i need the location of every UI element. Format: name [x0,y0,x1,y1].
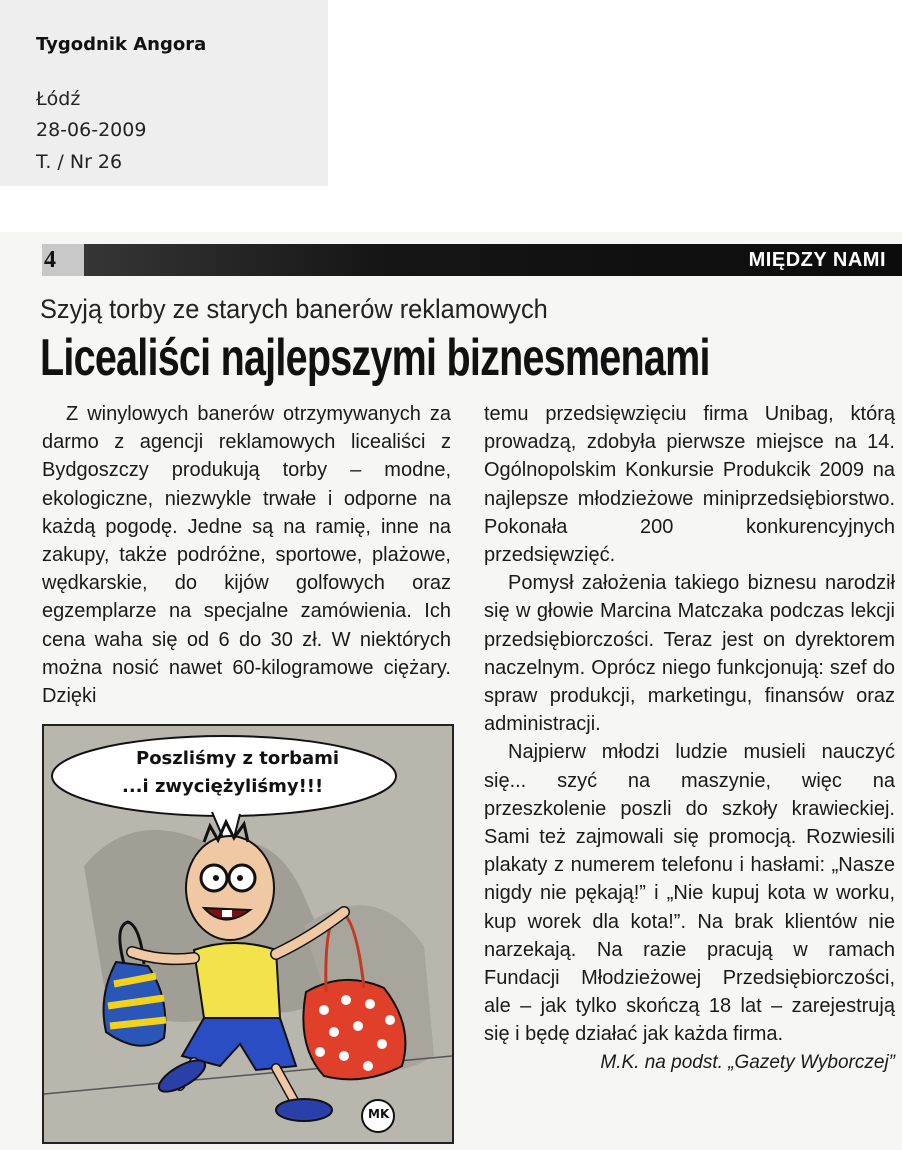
section-name: MIĘDZY NAMI [748,249,886,271]
paragraph: Pomysł założenia takiego biznesu narodził się w głowie Marcina Matczaka podczas lekcji przedsiębiorczości. Teraz jest on dyrektorem naczelnym. Oprócz niego funkcjonują: szef do spraw produkcji, marketingu, finansów oraz administracji. [484,572,895,736]
article-subtitle: Szyją torby ze starych banerów reklamowych [40,294,548,324]
paragraph: temu przedsięwzięciu firma Unibag, którą prowadzą, zdobyła pierwsze miejsce na 14. Ogólnopolskim Konkursie Produkcik 2009 na najlepsze młodzieżowe miniprzedsiębiorstwo. Pokonała 200 konkurencyjnych przedsięwzięć. [484,403,895,567]
teeth [222,910,232,917]
paragraph: Z winylowych banerów otrzymywanych za darmo z agencji reklamowych licealiści z Bydgoszczy produkują torby – modne, ekologiczne, niezwykle trwałe i odporne na każdą pogodę. Jedne są na ramię, inne na zakupy, także podróżne, sportowe, plażowe, wędkarskie, do kijów golfowych oraz egzemplarze na specjalne zamówienia. Ich cena waha się od 6 do 30 zł. W niektórych można nosić nawet 60-kilogramowe ciężary. Dzięki [42,403,451,708]
article-headline: Licealiści najlepszymi biznesmenami [40,329,710,387]
clipping-metadata-box [0,0,328,186]
polka-dot-bag [303,980,405,1079]
right-shoe [276,1099,332,1121]
publication-date: 28-06-2009 [36,119,147,141]
boy-head [186,836,274,940]
right-column [484,400,895,1077]
eye [237,875,243,881]
left-shoe [154,1054,209,1097]
page-number: 4 [44,247,56,273]
yellow-shirt [194,943,280,1023]
publication-name: Tygodnik Angora [36,34,207,55]
right-leg-skin [276,1068,296,1104]
cartoon-illustration [42,724,454,1144]
publication-city: Łódź [36,88,81,110]
left-column [42,400,451,710]
publication-issue: T. / Nr 26 [36,151,123,173]
speech-line-2: ...i zwyciężyliśmy!!! [122,776,324,797]
artist-mark: MK [368,1107,390,1121]
speech-line-1: Poszliśmy z torbami [136,748,340,769]
eye [213,875,219,881]
article-clipping [0,232,902,1150]
article-signature: M.K. na podst. „Gazety Wyborczej” [600,1051,895,1073]
paragraph: Najpierw młodzi ludzie musieli nauczyć się... szyć na maszynie, więc na przeszkolenie poszli do szkoły krawieckiej. Sami też zajmowali się promocją. Rozwiesili plakaty z numerem telefonu i hasłami: „Nasze nigdy nie pękają!” i „Nie kupuj kota w worku, kup worek dla kota!”. Na brak klientów nie narzekają. Na razie pracują w ramach Fundacji Młodzieżowej Przedsiębiorczości, ale – jak tylko skończą 18 lat – zarejestrują się i będę działać jak każda firma. [484,741,895,1046]
